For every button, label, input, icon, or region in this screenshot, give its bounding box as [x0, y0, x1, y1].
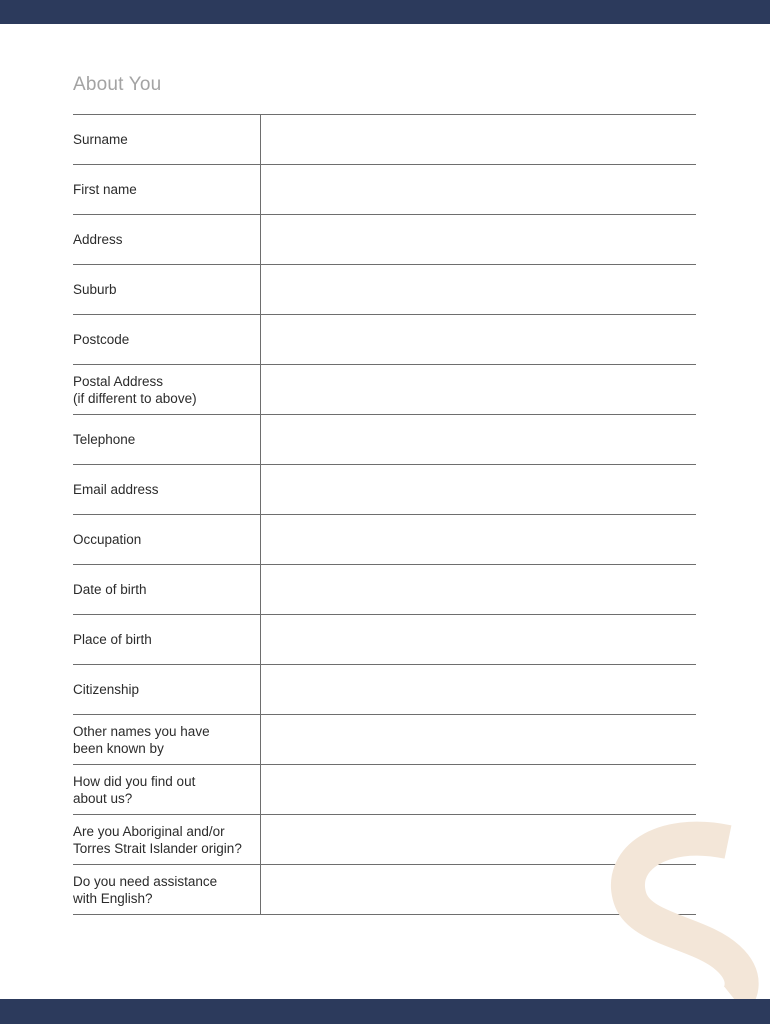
form-row [73, 615, 696, 665]
form-row [73, 565, 696, 615]
field-input[interactable] [260, 215, 696, 264]
field-input[interactable] [260, 365, 696, 414]
form-row [73, 215, 696, 265]
field-label: Suburb [73, 282, 117, 297]
field-input[interactable] [260, 765, 696, 814]
form-row [73, 665, 696, 715]
top-banner-bar [0, 0, 770, 24]
field-label: Telephone [73, 432, 136, 447]
field-label: Are you Aboriginal and/or Torres Strait Islander origin? [73, 823, 242, 856]
field-label: Place of birth [73, 632, 152, 647]
form-row [73, 415, 696, 465]
field-input[interactable] [260, 565, 696, 614]
section-title: About You [73, 74, 162, 95]
form-row [73, 465, 696, 515]
field-label: Other names you have been known by [73, 723, 210, 756]
field-input[interactable] [260, 315, 696, 364]
form-row [73, 365, 696, 415]
form-row [73, 765, 696, 815]
field-input[interactable] [260, 165, 696, 214]
field-input[interactable] [260, 265, 696, 314]
form-row [73, 515, 696, 565]
field-input[interactable] [260, 415, 696, 464]
bottom-banner-bar [0, 999, 770, 1024]
field-label: How did you find out about us? [73, 773, 196, 806]
field-label: Address [73, 232, 123, 247]
form-row [73, 265, 696, 315]
field-input[interactable] [260, 115, 696, 164]
field-label: Citizenship [73, 682, 140, 697]
field-input[interactable] [260, 665, 696, 714]
field-label: Occupation [73, 532, 142, 547]
form-row [73, 715, 696, 765]
field-input[interactable] [260, 715, 696, 764]
field-input[interactable] [260, 515, 696, 564]
field-input[interactable] [260, 615, 696, 664]
form-row [73, 315, 696, 365]
field-label: Email address [73, 482, 159, 497]
form-row [73, 165, 696, 215]
field-label: Date of birth [73, 582, 147, 597]
field-label: Postcode [73, 332, 130, 347]
field-input[interactable] [260, 465, 696, 514]
brand-watermark-icon [600, 820, 770, 1000]
form-row [73, 115, 696, 165]
about-you-form [73, 114, 696, 915]
field-label: Surname [73, 132, 128, 147]
field-label: Do you need assistance with English? [73, 873, 218, 906]
field-label: Postal Address (if different to above) [73, 373, 197, 406]
field-label: First name [73, 182, 137, 197]
